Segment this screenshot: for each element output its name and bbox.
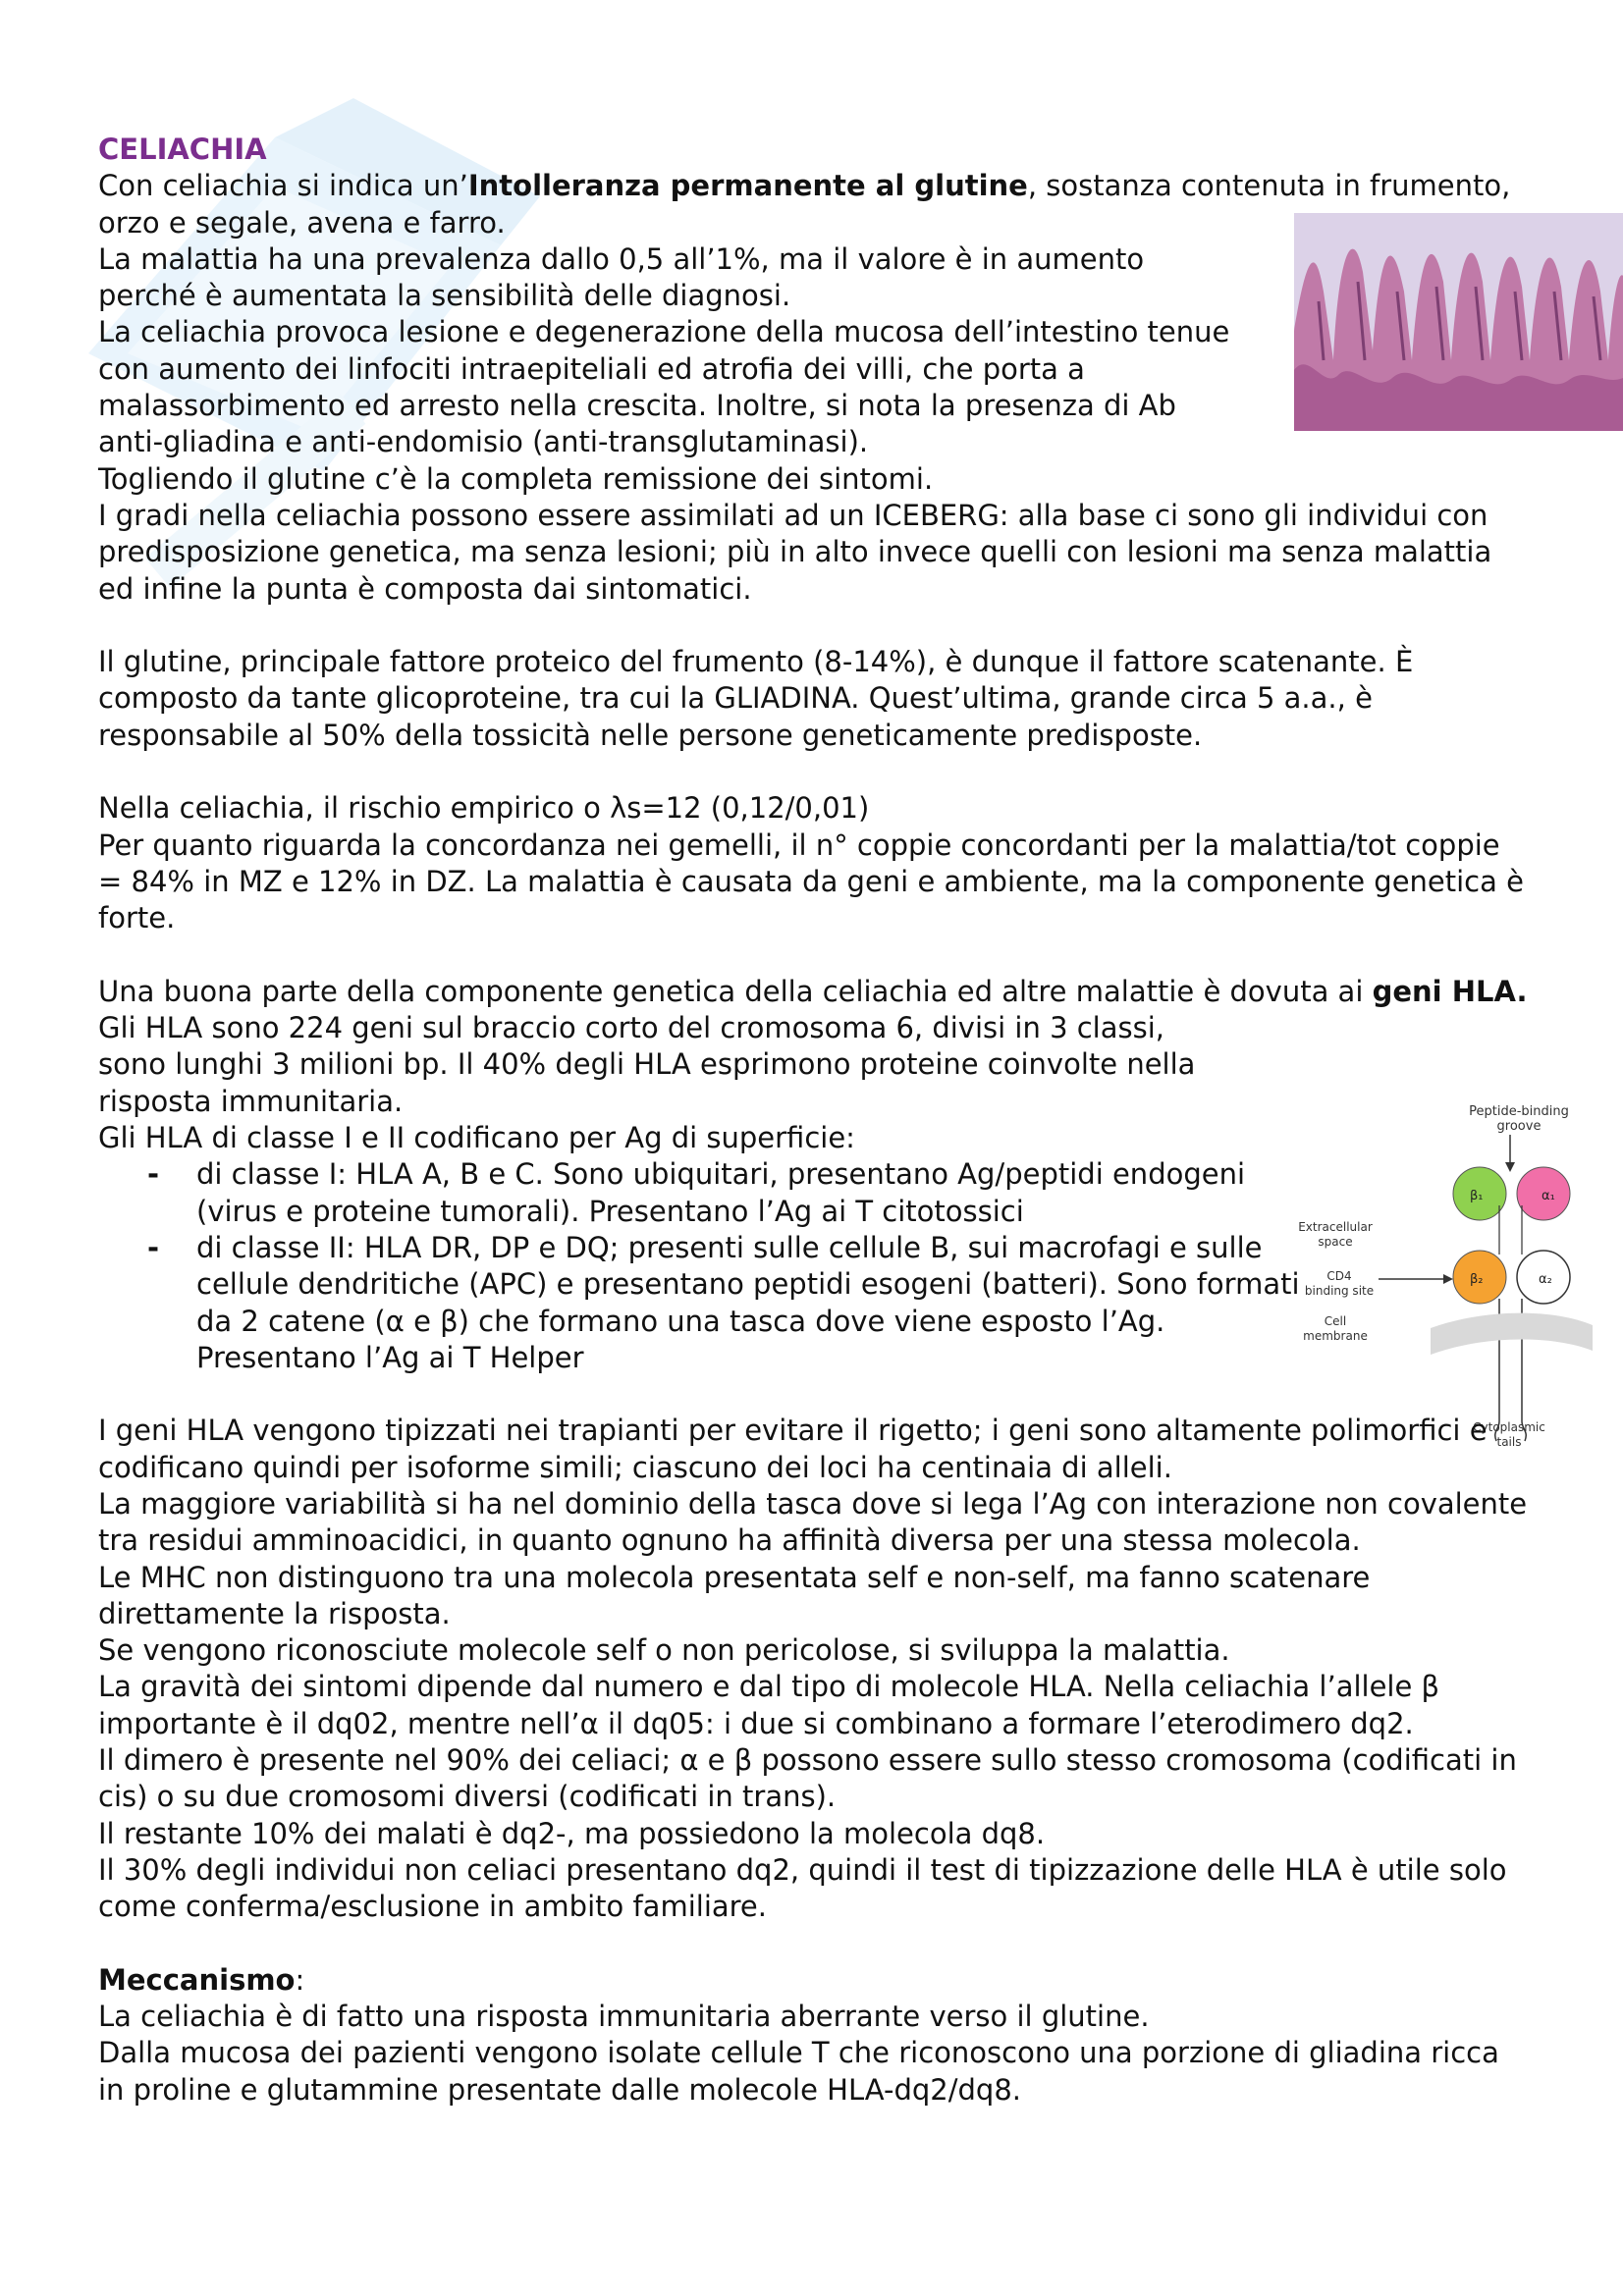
label-binding-site: binding site [1304,1284,1375,1298]
alpha1-label: α₁ [1542,1189,1555,1203]
dq8-paragraph: Il restante 10% dei malati è dq2-, ma possiedono la molecola dq8. [98,1816,1046,1850]
label-extracellular: Extracellular [1298,1220,1373,1234]
list-item [98,1230,1306,1376]
bullet-marker: - [147,1157,160,1192]
self-paragraph: Se vengono riconosciute molecole self o non pericolose, si sviluppa la malattia. [98,1633,1230,1668]
document-title: CELIACHIA [98,133,267,166]
remission-paragraph: Togliendo il glutine c’è la completa remissione dei sintomi. [98,461,934,496]
intro-bold: Intolleranza permanente al glutine [467,169,1028,203]
label-peptide-binding: Peptide-binding [1469,1104,1569,1119]
intro-paragraph [98,168,1532,241]
mechanism-heading [98,1962,1532,1999]
intro-tail: , sostanza contenuta in frumento, orzo e segale, avena e farro. [98,169,1511,240]
mechanism-paragraph-2: Dalla mucosa dei pazienti vengono isolate cellule T che riconoscono una porzione di gliadina ricca in proline e glutammine presentate dalle molecole HLA-dq2/dq8. [98,2036,1499,2107]
lesion-paragraph: La celiachia provoca lesione e degenerazione della mucosa dell’intestino tenue con aumento dei linfociti intraepiteliali ed atrofia dei villi, che porta a malassorbimento ed arresto nella crescita. Inoltre, si nota la presenza di Ab anti-gliadina e anti-endomisio (anti-transglutaminasi). [98,315,1230,459]
label-membrane: membrane [1303,1329,1368,1343]
iceberg-paragraph: I gradi nella celiachia possono essere assimilati ad un ICEBERG: alla base ci sono gli individui con predisposizione genetica, ma senza lesioni; più in alto invece quelli con lesioni ma senza malattia ed infine la punta è composta dai sintomatici. [98,498,1492,606]
class-i-text: di classe I: HLA A, B e C. Sono ubiquitari, presentano Ag/peptidi endogeni (virus e proteine tumorali). Presentano l’Ag ai T citotossici [196,1157,1246,1228]
hla-intro-bold: geni HLA. [1372,974,1528,1008]
hla-intro-paragraph [98,974,1532,1010]
twins-paragraph: Per quanto riguarda la concordanza nei gemelli, il n° coppie concordanti per la malattia/tot coppie = 84% in MZ e 12% in DZ. La malattia è causata da geni e ambiente, ma la componente genetica è forte. [98,828,1524,935]
prevalence-paragraph: La malattia ha una prevalenza dallo 0,5 all’1%, ma il valore è in aumento perché è aumentata la sensibilità delle diagnosi. [98,241,1145,313]
document-body [98,132,1532,2109]
mechanism-paragraph-1: La celiachia è di fatto una risposta immunitaria aberrante verso il glutine. [98,2000,1150,2034]
mechanism-title: Meccanismo [98,1962,296,1997]
mhc-paragraph: Le MHC non distinguono tra una molecola presentata self e non-self, ma fanno scatenare direttamente la risposta. [98,1560,1371,1630]
label-cytoplasmic: Cytoplasmic [1473,1420,1545,1434]
alpha2-label: α₂ [1539,1272,1552,1287]
dimer-paragraph: Il dimero è presente nel 90% dei celiaci; α e β possono essere sullo stesso cromosoma (codificati in cis) o su due cromosomi diversi (codificati in trans). [98,1743,1517,1814]
typing-paragraph: Il 30% degli individui non celiaci presentano dq2, quindi il test di tipizzazione delle HLA è utile solo come conferma/esclusione in ambito familiare. [98,1852,1507,1924]
label-tails: tails [1496,1435,1522,1449]
variability-paragraph: La maggiore variabilità si ha nel dominio della tasca dove si lega l’Ag con interazione non covalente tra residui amminoacidici, in quanto ognuno ha affinità diversa per una stessa molecola. [98,1486,1528,1558]
label-groove: groove [1496,1119,1542,1134]
severity-paragraph: La gravità dei sintomi dipende dal numero e dal tipo di molecole HLA. Nella celiachia l’allele β importante è il dq02, mentre nell’α il dq05: i due si combinano a formare l’eterodimero dq2. [98,1670,1440,1740]
label-space: space [1318,1235,1353,1249]
class-ii-text: di classe II: HLA DR, DP e DQ; presenti sulle cellule B, sui macrofagi e sulle cellule dendritiche (APC) e presentano peptidi esogeni (batteri). Sono formati da 2 catene (α e β) che formano una tasca dove viene esposto l’Ag. Presentano l’Ag ai T Helper [196,1230,1300,1374]
hla-intro-text: Una buona parte della componente genetica della celiachia ed altre malattie è dovuta ai [98,974,1373,1008]
list-item [98,1156,1306,1230]
mechanism-colon: : [295,1962,305,1997]
hla-classes-paragraph: Gli HLA di classe I e II codificano per Ag di superficie: [98,1121,855,1155]
gluten-paragraph: Il glutine, principale fattore proteico del frumento (8-14%), è dunque il fattore scatenante. È composto da tante glicoproteine, tra cui la GLIADINA. Quest’ultima, grande circa 5 a.a., è responsabile al 50% della tossicità nelle persone geneticamente predisposte. [98,645,1414,752]
bullet-marker: - [147,1230,160,1264]
hla-genes-paragraph: Gli HLA sono 224 geni sul braccio corto del cromosoma 6, divisi in 3 classi, sono lunghi 3 milioni bp. Il 40% degli HLA esprimono proteine coinvolte nella risposta immunitaria. [98,1011,1196,1118]
label-cd4: CD4 [1326,1269,1352,1283]
intro-text: Con celiachia si indica un’ [98,169,468,203]
beta1-label: β₁ [1470,1189,1484,1203]
transplant-paragraph: I geni HLA vengono tipizzati nei trapianti per evitare il rigetto; i geni sono altamente polimorfici e codificano quindi per isoforme simili; ciascuno dei loci ha centinaia di alleli. [98,1414,1488,1484]
label-cell: Cell [1324,1314,1347,1328]
beta2-label: β₂ [1470,1272,1484,1287]
risk-paragraph: Nella celiachia, il rischio empirico o λs=12 (0,12/0,01) [98,791,870,826]
